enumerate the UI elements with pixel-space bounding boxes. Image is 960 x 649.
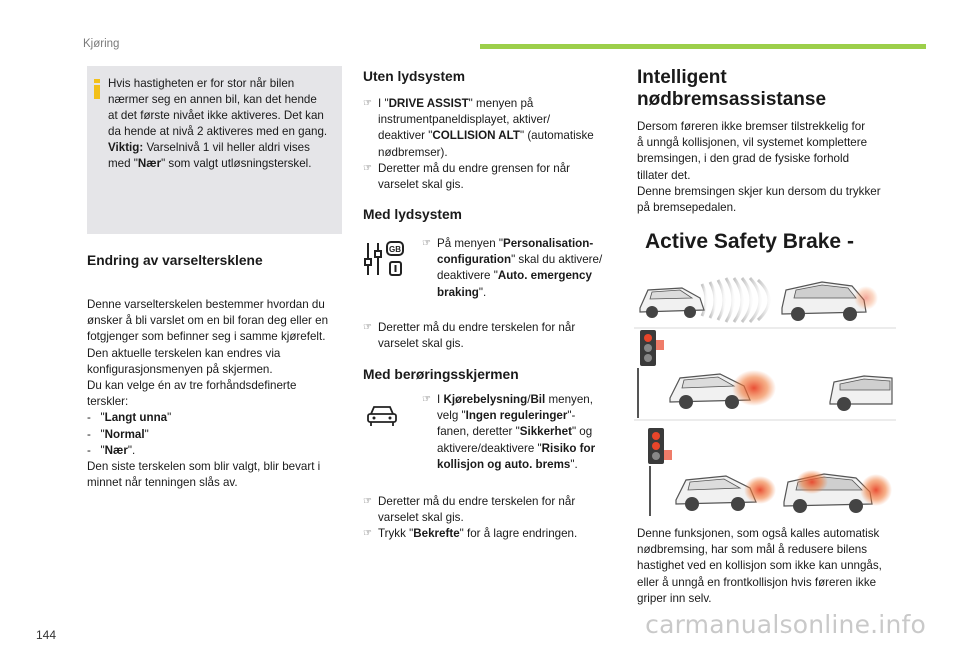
option-item: - "Nær". (87, 443, 136, 457)
text-line: instrumentpaneldisplayet, aktiver/ (378, 113, 551, 127)
text-span: På menyen " (437, 237, 503, 250)
info-line (108, 140, 336, 156)
text-line: Deretter må du endre grensen for når (378, 161, 571, 175)
heading-touchscreen: Med berøringsskjermen (363, 367, 519, 382)
no-audio-steps (363, 96, 613, 193)
text-span: Trykk " (378, 527, 414, 541)
title-line: Intelligent (637, 67, 727, 88)
option-label: Normal (104, 427, 145, 441)
step-item (422, 236, 617, 301)
audio-settings-icon (363, 239, 405, 279)
text-span: fanen, deretter " (437, 425, 520, 439)
text-line (378, 526, 613, 542)
text-line (437, 252, 617, 268)
text-line (437, 392, 617, 408)
text-span: velg " (437, 409, 466, 423)
audio-steps-2 (363, 320, 613, 352)
info-bold-span: Nær (137, 157, 162, 171)
text-span: " (automatiske (519, 129, 594, 143)
touchscreen-steps-2 (363, 494, 613, 543)
text-line: Denne varselterskelen bestemmer hvordan du (87, 298, 325, 311)
text-line (437, 236, 617, 252)
menu-name: Kjørebelysning (443, 393, 528, 406)
text-line: konfigurasjonsmenyen på skjermen. (87, 362, 273, 376)
safety-brake-illustration (634, 268, 896, 518)
menu-name: Bekrefte (413, 527, 460, 541)
watermark: carmanualsonline.info (645, 610, 926, 639)
info-icon (93, 79, 101, 99)
option-label: Langt unna (104, 411, 168, 425)
scene-detection (640, 278, 878, 322)
step-item (363, 494, 613, 526)
text-span: " for å lagre endringen. (459, 527, 578, 541)
text-span: / (527, 393, 531, 406)
menu-name: braking (437, 285, 479, 299)
text-line (378, 96, 613, 112)
text-line (437, 408, 617, 424)
option-item: - "Normal" (87, 427, 149, 441)
menu-name: Risiko for (541, 441, 596, 455)
info-important-label: Viktig: (108, 141, 144, 155)
scene-warning (638, 330, 892, 418)
text-span: ". (570, 457, 578, 471)
info-text-span: med " (108, 157, 138, 171)
option-label: Nær (104, 443, 128, 457)
arrow-icon: ☞ (363, 98, 372, 109)
text-line: Dersom føreren ikke bremser tilstrekkelig for (637, 120, 866, 133)
text-line: Deretter må du endre terskelen for når (378, 321, 576, 334)
audio-steps (422, 236, 617, 301)
text-line: Den siste terskelen som blir valgt, blir bevart i (87, 460, 321, 474)
arrow-icon: ☞ (363, 496, 372, 507)
heading-threshold: Endring av varseltersklene (87, 253, 263, 268)
step-item (363, 526, 613, 542)
text-span: "- (567, 409, 576, 423)
text-line (437, 285, 617, 301)
text-line: fotgjenger som befinner seg i samme kjørefelt. (87, 330, 326, 344)
section-label: Kjøring (83, 38, 120, 50)
text-line: varselet skal gis. (378, 337, 464, 351)
step-item (422, 392, 617, 473)
text-span: deaktivere " (437, 269, 498, 283)
active-safety-brake-label: Active Safety Brake - (645, 230, 854, 253)
text-line: varselet skal gis. (378, 511, 464, 525)
menu-name: Sikkerhet (519, 425, 572, 439)
arrow-icon: ☞ (363, 322, 372, 333)
text-span: aktivere/deaktivere " (437, 441, 542, 455)
text-line: Denne funksjonen, som også kalles automatisk (637, 527, 880, 540)
intro-text (637, 119, 907, 216)
text-line: å unngå kollisjonen, vil systemet komplettere (637, 136, 868, 150)
car-icon (366, 404, 398, 428)
text-line: Denne bremsingen skjer kun dersom du trykker (637, 184, 881, 198)
menu-name: configuration (437, 253, 512, 267)
option-item: - "Langt unna" (87, 411, 172, 425)
own-car (676, 476, 756, 511)
info-line: nærmer seg en annen bil, kan det hende (108, 93, 317, 107)
target-car (830, 376, 892, 411)
text-span: " og (571, 425, 593, 439)
text-line: varselet skal gis. (378, 178, 464, 192)
touchscreen-steps (422, 392, 617, 473)
text-span: ". (478, 285, 487, 299)
info-line: at det første nivået ikke aktiveres. Det kan (108, 109, 324, 123)
text-line: på bremsepedalen. (637, 201, 737, 215)
arrow-icon: ☞ (363, 528, 372, 540)
text-line (437, 268, 617, 284)
text-line (378, 128, 613, 144)
info-important-text: Varselnivå 1 vil heller aldri vises (143, 141, 310, 155)
text-line: terskler: (87, 395, 129, 409)
traffic-light (648, 428, 672, 464)
menu-name: Auto. emergency (497, 269, 592, 283)
page-number: 144 (36, 628, 57, 642)
target-car (782, 282, 866, 321)
menu-name: DRIVE ASSIST (388, 97, 469, 110)
scene-braking (648, 428, 892, 516)
text-span: I (437, 393, 444, 406)
info-line (108, 156, 336, 172)
step-item (363, 96, 613, 161)
menu-name: kollisjon og auto. brems (437, 457, 571, 471)
arrow-icon: ☞ (422, 394, 431, 405)
text-line (437, 441, 617, 457)
text-line: nødbremsing, har som mål å redusere bilens (637, 543, 868, 557)
text-line (437, 424, 617, 440)
threshold-text (87, 297, 349, 491)
text-span: deaktiver " (378, 129, 433, 143)
info-line: Hvis hastigheten er for stor når bilen (108, 77, 295, 90)
text-line: hastighet ved en kollisjon som ikke kan unngås, (637, 559, 882, 573)
text-span: menyen, (545, 393, 593, 406)
heading-no-audio: Uten lydsystem (363, 69, 465, 84)
text-line: nødbremser). (378, 145, 448, 159)
title-line: nødbremsassistanse (637, 89, 827, 110)
menu-name: Ingen reguleringer (465, 409, 568, 423)
step-item (363, 161, 613, 193)
section-accent-bar (480, 44, 926, 49)
text-span: " menyen på (468, 97, 534, 110)
info-line: da hende at nivå 2 aktiveres med en gang. (108, 125, 328, 139)
arrow-icon: ☞ (363, 162, 372, 174)
info-text (108, 76, 336, 173)
page-title (637, 67, 917, 111)
step-item (363, 320, 613, 352)
menu-name: Personalisation- (503, 237, 594, 250)
arrow-icon: ☞ (422, 238, 431, 249)
text-line: griper inn selv. (637, 591, 712, 605)
text-span: I " (378, 97, 389, 110)
menu-name: Bil (530, 393, 546, 406)
text-line: Du kan velge én av tre forhåndsdefinerte (87, 379, 297, 393)
text-line: minnet når tenningen slås av. (87, 476, 238, 490)
own-car (640, 288, 704, 318)
menu-name: COLLISION ALT (432, 129, 520, 143)
text-line (437, 457, 617, 473)
text-line: tillater det. (637, 168, 691, 182)
info-text-span: " som valgt utløsningsterskel. (161, 157, 312, 171)
text-line: ønsker å bli varslet om en bil foran deg eller en (87, 314, 329, 328)
traffic-light (640, 330, 664, 366)
heading-audio: Med lydsystem (363, 207, 462, 222)
aeb-description (637, 526, 907, 607)
text-span: " skal du aktivere/ (511, 253, 603, 267)
text-line: bremsingen, i den grad de fysiske forhold (637, 152, 850, 166)
text-line: Deretter må du endre terskelen for når (378, 495, 576, 508)
text-line: Den aktuelle terskelen kan endres via (87, 346, 281, 360)
gb-badge: GB (389, 245, 401, 254)
text-line: eller å unngå en frontkollisjon hvis føreren ikke (637, 575, 877, 589)
